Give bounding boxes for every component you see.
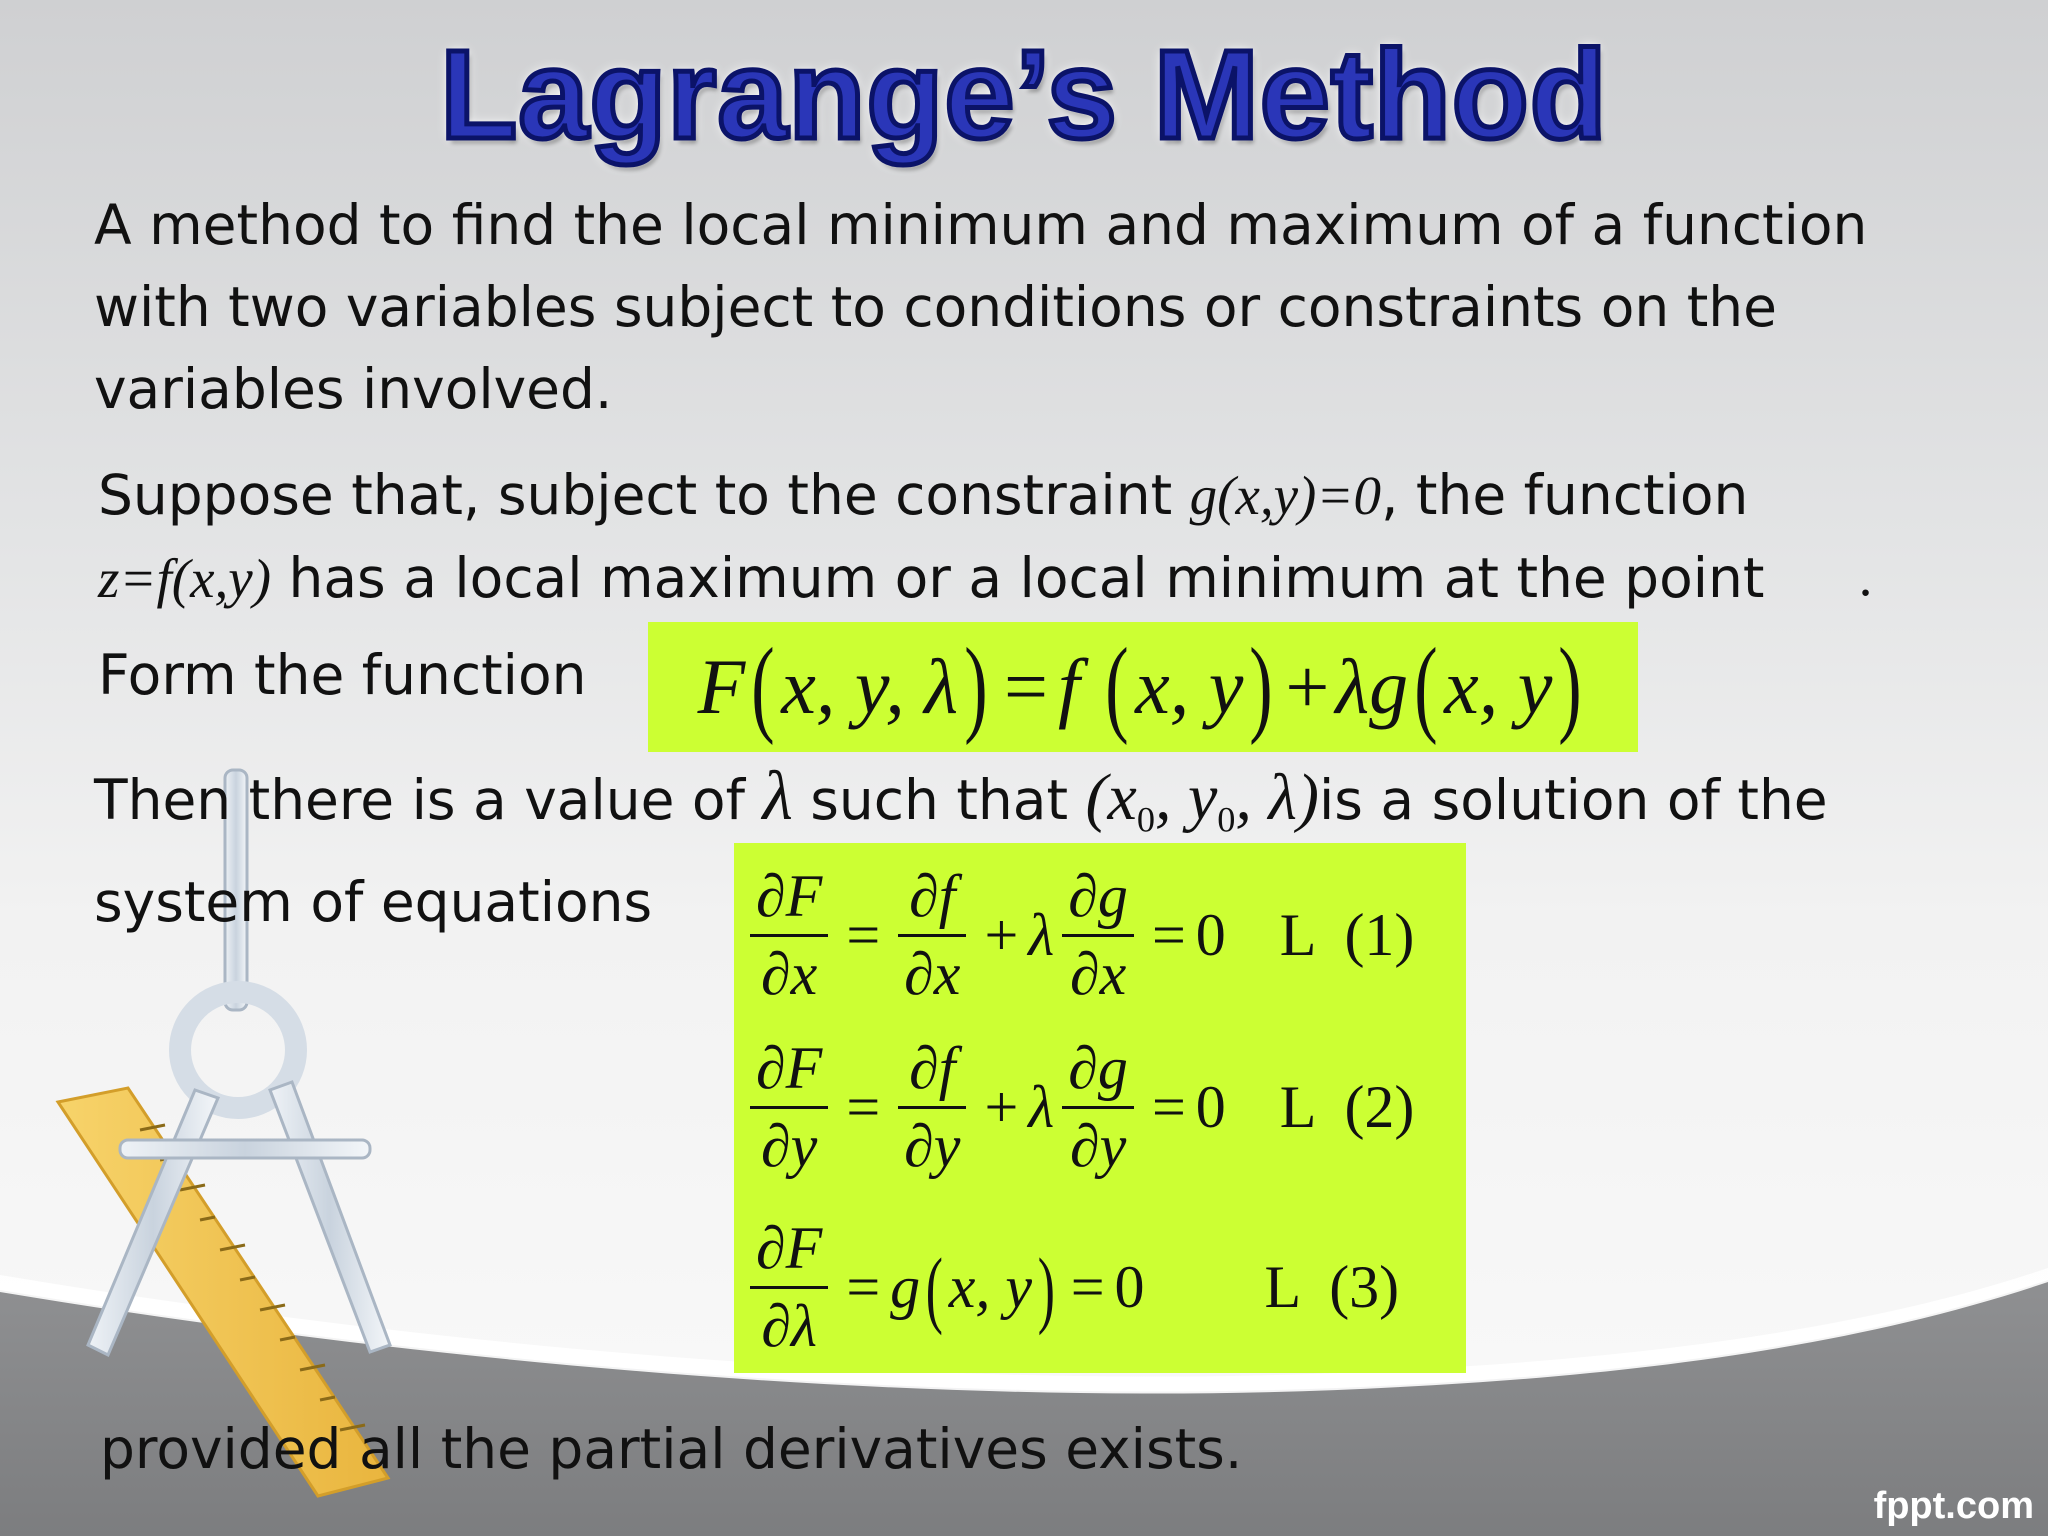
form-function-label: Form the function: [98, 643, 587, 707]
equation-1-tag: L: [1279, 902, 1317, 968]
trailing-period: .: [1860, 546, 1874, 607]
supposition-paragraph: [98, 454, 1898, 620]
intro-paragraph: A method to find the local minimum and maximum of a function with two variables subject to conditions or constraints on the variables involved.: [94, 193, 1868, 421]
slide-title: Lagrange’s Method: [440, 24, 1608, 165]
brand-watermark: fppt.com: [1873, 1485, 2034, 1527]
equation-1: $\frac{\partial F}{\partial x}$ = $\frac{\partial f}{\partial x}$ + λ $\frac{\partial g}{\partial x}$ = 0 L (1): [742, 865, 1414, 1006]
equation-3-tag: L: [1264, 1254, 1302, 1320]
equation-3: $\frac{\partial F}{\partial\lambda}$ = g ( x, y ) = 0 L (3): [742, 1217, 1399, 1358]
then-text-3: is a solution of the: [1319, 768, 1828, 832]
equation-system-box: [734, 843, 1466, 1373]
equation-3-number: (3): [1329, 1254, 1400, 1320]
lagrangian-equation-box: F ( x, y, λ ) = f ( x, y ) + λg ( x, y ): [648, 622, 1638, 752]
constraint-expression: g(x,y)=0: [1189, 465, 1381, 526]
lambda-symbol: λ: [762, 758, 793, 835]
equation-2: $\frac{\partial F}{\partial y}$ = $\frac{\partial f}{\partial y}$ + λ $\frac{\partial g}{\partial y}$ = 0 L (2): [742, 1037, 1414, 1178]
equation-1-number: (1): [1344, 902, 1415, 968]
supposition-text-2: , the function: [1380, 463, 1749, 527]
then-text-1: Then there is a value of: [94, 768, 763, 832]
then-text-2: such that: [792, 768, 1086, 832]
solution-point: ($x_0$, $y_0$, λ): [1085, 761, 1319, 840]
supposition-text-1: Suppose that, subject to the constraint: [98, 463, 1190, 527]
then-text-line2: system of equations: [94, 869, 653, 934]
supposition-text-3: has a local maximum or a local minimum at the point: [271, 546, 1765, 610]
equation-2-tag: L: [1279, 1074, 1317, 1140]
equation-2-number: (2): [1344, 1074, 1415, 1140]
function-expression: z=f(x,y): [98, 548, 272, 609]
provided-paragraph: provided all the partial derivatives exists.: [100, 1417, 1243, 1481]
